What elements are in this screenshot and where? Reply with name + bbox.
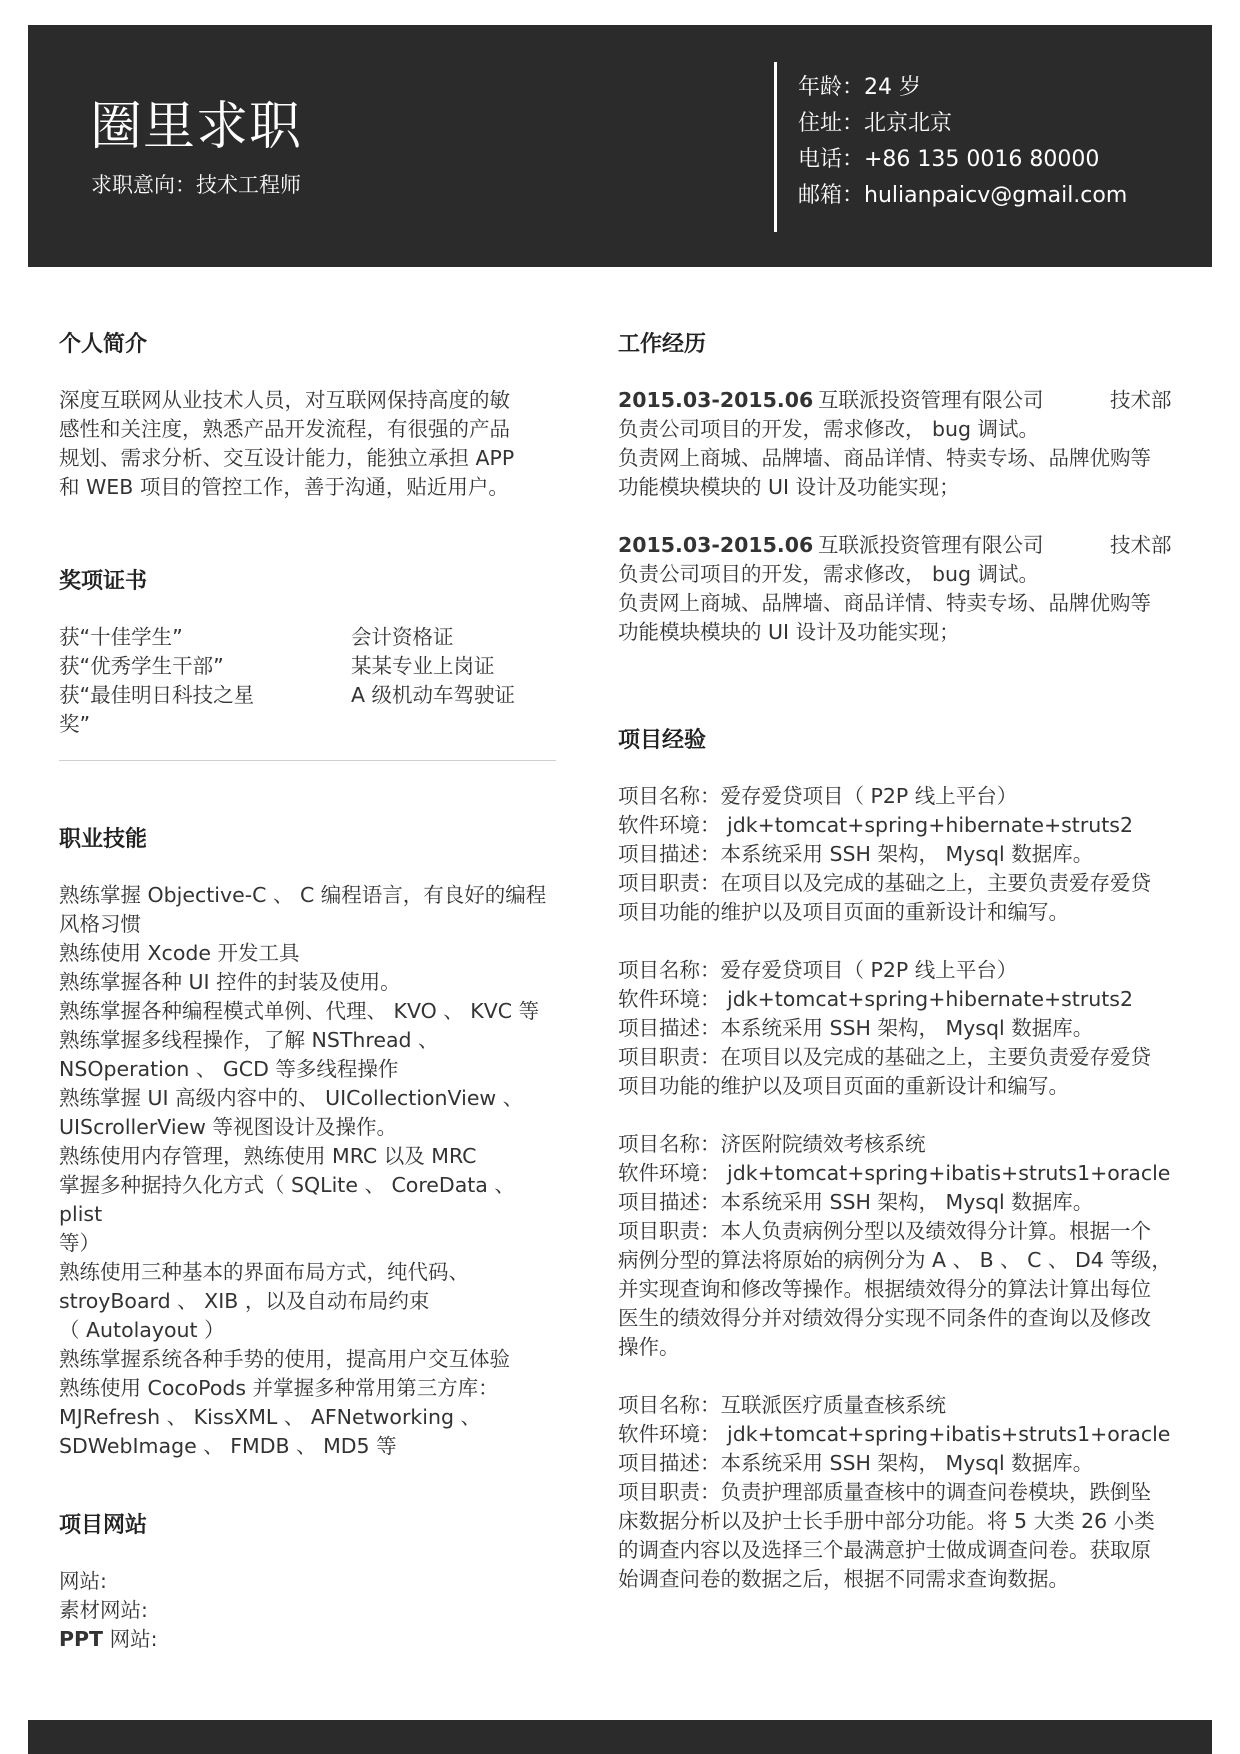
awards-section	[59, 567, 559, 761]
job-entry	[618, 386, 1193, 502]
skill-line: 风格习惯	[59, 912, 141, 936]
skill-line: 熟练使用 CocoPods 并掌握多种常用第三方库：	[59, 1376, 499, 1400]
project-line: 医生的绩效得分并对绩效得分实现不同条件的查询以及修改	[618, 1306, 1151, 1330]
job-company: 互联派投资管理有限公司	[818, 388, 1044, 412]
job-department: 技术部	[1110, 388, 1172, 412]
skill-line: 熟练掌握系统各种手势的使用，提高用户交互体验	[59, 1347, 510, 1371]
project-line: 的调查内容以及选择三个最满意护士做成调查问卷。获取原	[618, 1538, 1151, 1562]
job-date: 2015.03-2015.06	[618, 388, 814, 412]
ppt-website-label	[59, 1625, 559, 1654]
footer-bar	[28, 1720, 1212, 1754]
skills-section	[59, 825, 559, 1461]
work-entries	[618, 386, 1193, 647]
ppt-label: PPT	[59, 1627, 104, 1651]
project-entries	[618, 782, 1193, 1594]
job-company: 互联派投资管理有限公司	[818, 533, 1044, 557]
project-line: 项目描述：本系统采用 SSH 架构， Mysql 数据库。	[618, 842, 1094, 866]
project-entry	[618, 1391, 1193, 1594]
email-info: 邮箱：hulianpaicv@gmail.com	[798, 183, 1128, 208]
job-line: 负责网上商城、品牌墙、商品详情、特卖专场、品牌优购等	[618, 446, 1151, 470]
awards-list	[59, 623, 559, 739]
project-line: 并实现查询和修改等操作。根据绩效得分的算法计算出每位	[618, 1277, 1151, 1301]
project-entry	[618, 956, 1193, 1101]
projects-section	[618, 726, 1193, 1594]
project-line: 软件环境： jdk+tomcat+spring+ibatis+struts1+oracle	[618, 1422, 1171, 1446]
projects-title: 项目经验	[618, 728, 707, 753]
phone-info: 电话：+86 135 0016 80000	[798, 147, 1100, 172]
project-entry	[618, 782, 1193, 927]
skill-line: 熟练使用 Xcode 开发工具	[59, 941, 300, 965]
project-line: 项目职责：负责护理部质量查核中的调查问卷模块，跌倒坠	[618, 1480, 1151, 1504]
profile-line: 感性和关注度，熟悉产品开发流程，有很强的产品	[59, 417, 510, 441]
section-divider	[59, 760, 556, 761]
project-sites-title: 项目网站	[59, 1513, 148, 1538]
job-line: 负责网上商城、品牌墙、商品详情、特卖专场、品牌优购等	[618, 591, 1151, 615]
certificates-column	[351, 623, 551, 739]
project-line: 项目职责：在项目以及完成的基础之上，主要负责爱存爱贷	[618, 1045, 1151, 1069]
project-line: 项目职责：在项目以及完成的基础之上，主要负责爱存爱贷	[618, 871, 1151, 895]
skill-line: 等）	[59, 1231, 100, 1255]
right-column	[618, 330, 1193, 1623]
project-line: 床数据分析以及护士长手册中部分功能。将 5 大类 26 小类	[618, 1509, 1155, 1533]
awards-title: 奖项证书	[59, 569, 148, 594]
project-line: 项目名称：济医附院绩效考核系统	[618, 1132, 926, 1156]
job-date: 2015.03-2015.06	[618, 533, 814, 557]
award-item: 获“十佳学生”	[59, 625, 183, 649]
work-section	[618, 330, 1193, 647]
award-item: 获“优秀学生干部”	[59, 654, 224, 678]
project-line: 项目描述：本系统采用 SSH 架构， Mysql 数据库。	[618, 1190, 1094, 1214]
project-line: 项目描述：本系统采用 SSH 架构， Mysql 数据库。	[618, 1016, 1094, 1040]
resume-header	[28, 25, 1212, 267]
job-line: 负责公司项目的开发，需求修改， bug 调试。	[618, 562, 1040, 586]
project-line: 项目名称：爱存爱贷项目（ P2P 线上平台）	[618, 784, 1018, 808]
project-line: 项目名称：互联派医疗质量查核系统	[618, 1393, 946, 1417]
skill-line: （ Autolayout ）	[59, 1318, 225, 1342]
job-department: 技术部	[1110, 533, 1172, 557]
certificate-item: 会计资格证	[351, 625, 454, 649]
age-info: 年龄：24 岁	[798, 75, 921, 100]
skill-line: SDWebImage 、 FMDB 、 MD5 等	[59, 1434, 397, 1458]
skill-line: 熟练掌握 UI 高级内容中的、 UICollectionView 、	[59, 1086, 524, 1110]
project-line: 项目职责：本人负责病例分型以及绩效得分计算。根据一个	[618, 1219, 1151, 1243]
skills-list	[59, 881, 559, 1461]
job-header	[618, 386, 1193, 415]
material-website-label: 素材网站:	[59, 1598, 148, 1622]
profile-text	[59, 386, 559, 502]
profile-line: 和 WEB 项目的管控工作，善于沟通，贴近用户。	[59, 475, 509, 499]
profile-line: 规划、需求分析、交互设计能力，能独立承担 APP	[59, 446, 515, 470]
project-line: 项目描述：本系统采用 SSH 架构， Mysql 数据库。	[618, 1451, 1094, 1475]
skill-line: 熟练掌握多线程操作，了解 NSThread 、	[59, 1028, 439, 1052]
job-line: 功能模块模块的 UI 设计及功能实现；	[618, 475, 960, 499]
job-line: 功能模块模块的 UI 设计及功能实现；	[618, 620, 960, 644]
project-sites-list	[59, 1567, 559, 1654]
project-line: 病例分型的算法将原始的病例分为 A 、 B 、 C 、 D4 等级，	[618, 1248, 1172, 1272]
skill-line: UIScrollerView 等视图设计及操作。	[59, 1115, 397, 1139]
skill-line: MJRefresh 、 KissXML 、 AFNetworking 、	[59, 1405, 481, 1429]
ppt-website-suffix: 网站:	[103, 1627, 158, 1651]
profile-title: 个人简介	[59, 332, 148, 357]
job-intent: 求职意向：技术工程师	[91, 173, 301, 197]
skill-line: stroyBoard 、 XIB ，以及自动布局约束	[59, 1289, 430, 1313]
award-item: 获“最佳明日科技之星	[59, 683, 255, 707]
header-divider	[774, 62, 777, 232]
job-entry	[618, 531, 1193, 647]
project-line: 软件环境： jdk+tomcat+spring+hibernate+struts2	[618, 813, 1134, 837]
skills-title: 职业技能	[59, 827, 148, 852]
address-info: 住址：北京北京	[798, 111, 953, 136]
skill-line: 熟练掌握 Objective-C 、 C 编程语言，有良好的编程	[59, 883, 547, 907]
left-column	[59, 330, 559, 1654]
skill-line: NSOperation 、 GCD 等多线程操作	[59, 1057, 399, 1081]
candidate-name: 圈里求职	[90, 97, 303, 157]
skill-line: 掌握多种据持久化方式（ SQLite 、 CoreData 、 plist	[59, 1173, 515, 1226]
project-line: 软件环境： jdk+tomcat+spring+ibatis+struts1+oracle	[618, 1161, 1171, 1185]
job-line: 负责公司项目的开发，需求修改， bug 调试。	[618, 417, 1040, 441]
project-line: 软件环境： jdk+tomcat+spring+hibernate+struts2	[618, 987, 1134, 1011]
project-line: 始调查问卷的数据之后，根据不同需求查询数据。	[618, 1567, 1069, 1591]
contact-info	[798, 70, 1127, 214]
project-line: 项目功能的维护以及项目页面的重新设计和编写。	[618, 900, 1069, 924]
project-sites-section	[59, 1511, 559, 1654]
skill-line: 熟练使用三种基本的界面布局方式，纯代码、	[59, 1260, 469, 1284]
project-line: 操作。	[618, 1335, 680, 1359]
project-line: 项目功能的维护以及项目页面的重新设计和编写。	[618, 1074, 1069, 1098]
awards-column	[59, 623, 351, 739]
job-header	[618, 531, 1193, 560]
certificate-item: 某某专业上岗证	[351, 654, 495, 678]
certificate-item: A 级机动车驾驶证	[351, 683, 516, 707]
profile-line: 深度互联网从业技术人员，对互联网保持高度的敏	[59, 388, 510, 412]
skill-line: 熟练掌握各种编程模式单例、代理、 KVO 、 KVC 等	[59, 999, 540, 1023]
project-entry	[618, 1130, 1193, 1362]
work-title: 工作经历	[618, 332, 707, 357]
project-line: 项目名称：爱存爱贷项目（ P2P 线上平台）	[618, 958, 1018, 982]
website-label: 网站:	[59, 1569, 107, 1593]
award-item: 奖”	[59, 712, 91, 736]
profile-section	[59, 330, 559, 502]
skill-line: 熟练使用内存管理，熟练使用 MRC 以及 MRC	[59, 1144, 477, 1168]
skill-line: 熟练掌握各种 UI 控件的封装及使用。	[59, 970, 401, 994]
